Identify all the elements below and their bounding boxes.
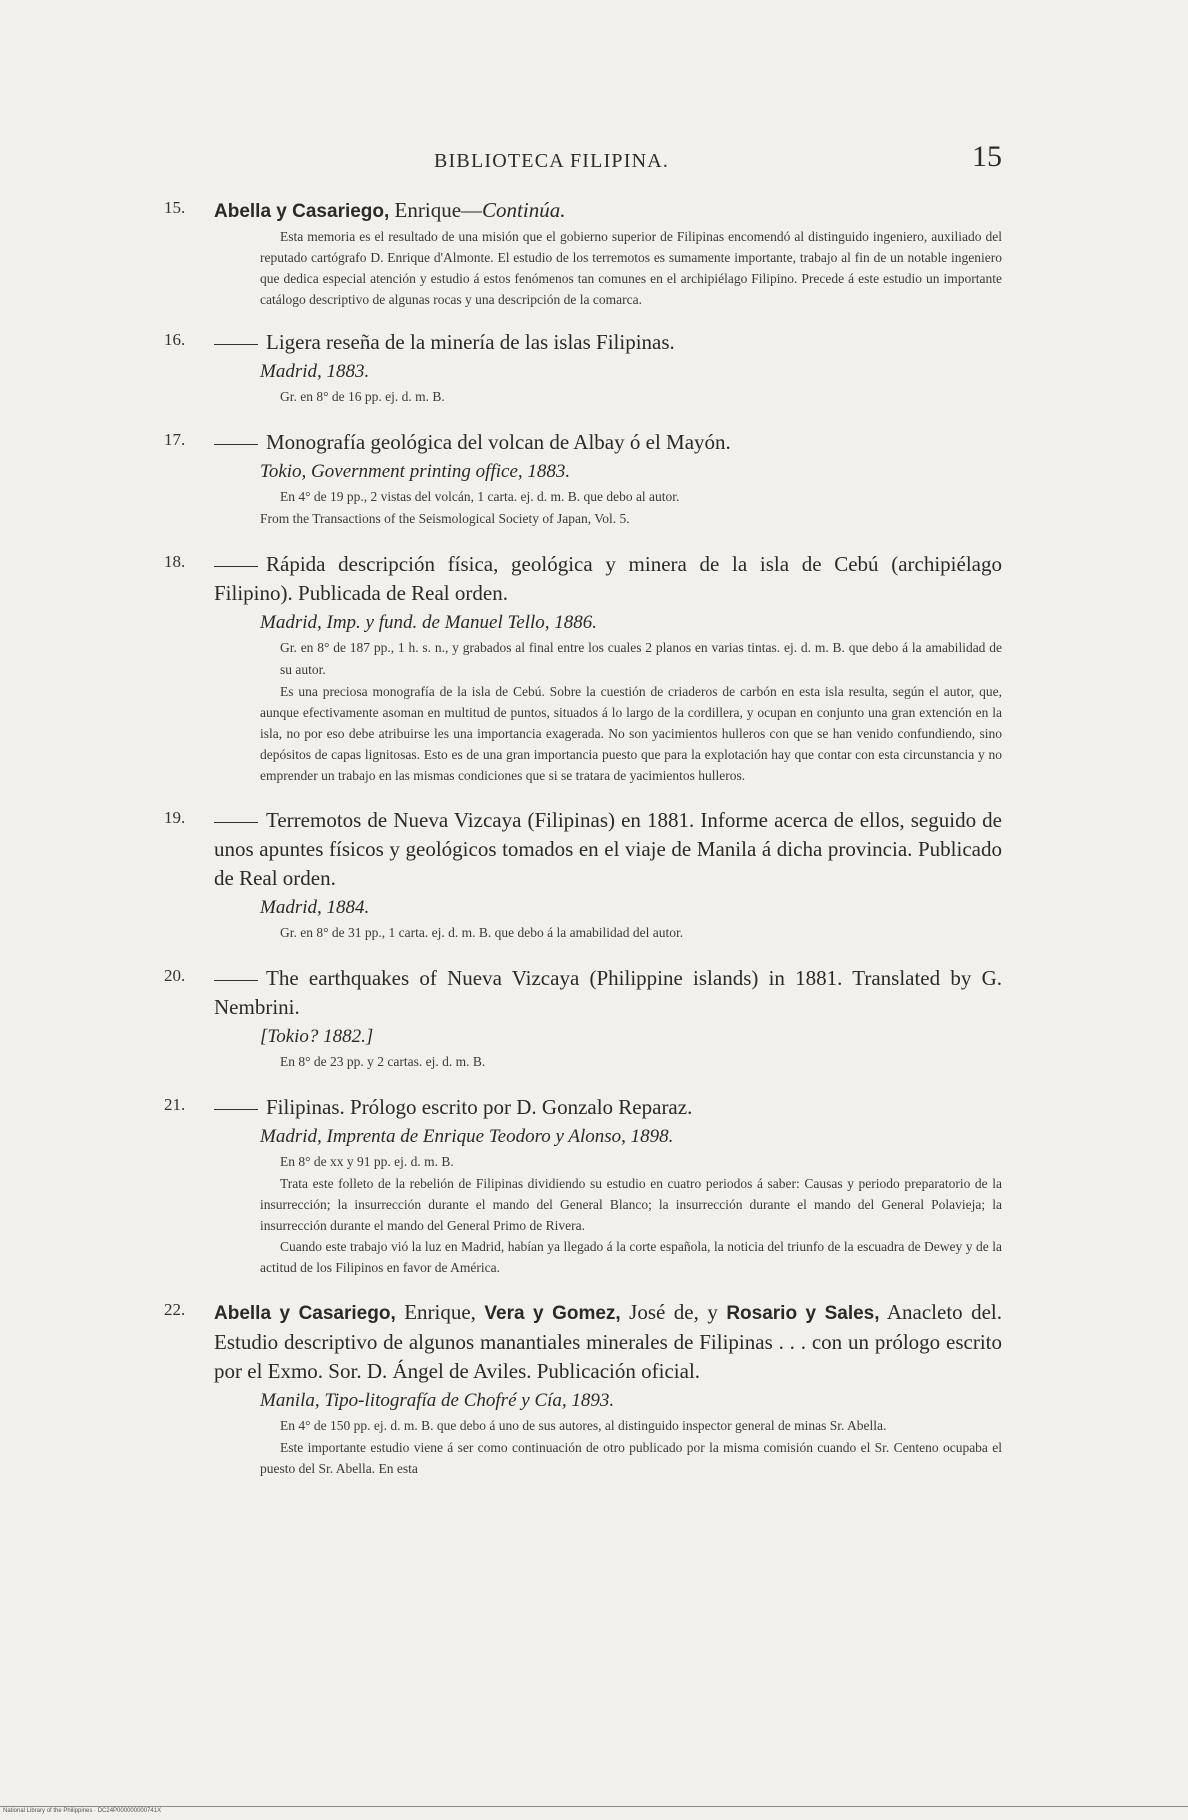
- entry-number: 18.: [164, 552, 186, 571]
- entry-17: [166, 428, 1002, 530]
- entry-number: 20.: [164, 966, 186, 985]
- entry-number: 22.: [164, 1300, 186, 1319]
- author-given-name: Enrique,: [395, 1300, 485, 1324]
- page-number: 15: [972, 140, 1002, 173]
- ditto-dash: [214, 344, 258, 345]
- author-given-name: Enrique—: [394, 198, 483, 222]
- entry-imprint: [Tokio? 1882.]: [260, 1026, 374, 1047]
- coauthor-name: Rosario y Sales,: [726, 1303, 880, 1324]
- entry-number: 15.: [164, 198, 186, 217]
- entry-note-continued: Cuando este trabajo vió la luz en Madrid, habían ya llegado á la corte española, la noticia del triunfo de la escuadra de Dewey y de la actitud de los Filipinos en favor de América.: [260, 1239, 1002, 1275]
- entry-number: 19.: [164, 808, 186, 827]
- entry-title: Filipinas. Prólogo escrito por D. Gonzalo Reparaz.: [266, 1095, 693, 1119]
- entry-20: [166, 964, 1002, 1073]
- coauthor-given-name: José de, y: [620, 1300, 727, 1324]
- entry-heading: [166, 328, 1002, 357]
- ditto-dash: [214, 444, 258, 445]
- running-header: [166, 140, 1002, 186]
- entry-note: Esta memoria es el resultado de una misión que el gobierno superior de Filipinas encomendó al distinguido ingeniero, auxiliado del reputado cartógrafo D. Enrique d'Almonte. El estudio de los terremotos es sumamente importante, trabajo al fin de un notable ingeniero que dedica especial atención y estudio á estos fenómenos tan comunes en el archipiélago Filipino. Precede á este estudio un importante catálogo descriptivo de algunas rocas y una descripción de la comarca.: [260, 229, 1002, 307]
- author-name: Abella y Casariego,: [214, 1303, 396, 1324]
- entry-physical-description: En 8° de xx y 91 pp. ej. d. m. B.: [280, 1154, 454, 1169]
- entry-physical-description: En 4° de 19 pp., 2 vistas del volcán, 1 carta. ej. d. m. B. que debo al autor.: [280, 489, 680, 504]
- bibliography-entries: [166, 196, 1002, 1499]
- entry-heading: [166, 428, 1002, 457]
- entry-title: Monografía geológica del volcan de Albay ó el Mayón.: [266, 430, 731, 454]
- scan-bottom-rule: [0, 1806, 1188, 1807]
- entry-heading: [166, 1298, 1002, 1386]
- entry-title: Rápida descripción física, geológica y minera de la isla de Cebú (archipiélago Filipino). Publicada de Real orden.: [214, 552, 1002, 605]
- entry-heading: [166, 806, 1002, 893]
- entry-physical-description: Gr. en 8° de 16 pp. ej. d. m. B.: [280, 389, 445, 404]
- entry-imprint: Madrid, 1884.: [260, 897, 370, 918]
- entry-heading: [166, 964, 1002, 1022]
- entry-15: [166, 196, 1002, 310]
- entry-note: Trata este folleto de la rebelión de Filipinas dividiendo su estudio en cuatro periodos á saber: Causas y periodo preparatorio de la insurrección; la insurrección durante el mando del General Blanco; la insurrección durante el mando del General Polavieja; la insurrección durante el mando del General Primo de Rivera.: [260, 1176, 1002, 1233]
- ditto-dash: [214, 980, 258, 981]
- entry-heading: [166, 196, 1002, 226]
- entry-heading: [166, 1093, 1002, 1122]
- entry-imprint: Madrid, Imprenta de Enrique Teodoro y Alonso, 1898.: [260, 1126, 674, 1147]
- entry-note: Es una preciosa monografía de la isla de Cebú. Sobre la cuestión de criaderos de carbón en esta isla resulta, según el autor, que, aunque efectivamente asoman en multitud de puntos, situados á lo largo de la cordillera, y ocupan en conjunto una gran extención en la isla, no por eso debe atribuirse les una importancia exagerada. No son yacimientos hulleros con que se han venido confundiendo, sino depósitos de capas lignitosas. Esto es de una gran importancia puesto que para la explotación hay que contar con esta circunstancia y no emprender un trabajo en las mismas condiciones que si se tratara de yacimientos hulleros.: [260, 684, 1002, 783]
- entry-number: 16.: [164, 330, 186, 349]
- continued-label: Continúa.: [482, 198, 566, 222]
- entry-note: Este importante estudio viene á ser como continuación de otro publicado por la misma comisión cuando el Sr. Centeno ocupaba el puesto del Sr. Abella. En esta: [260, 1440, 1002, 1476]
- entry-title: Ligera reseña de la minería de las islas Filipinas.: [266, 330, 675, 354]
- entry-physical-description: En 8° de 23 pp. y 2 cartas. ej. d. m. B.: [280, 1054, 486, 1069]
- entry-18: [166, 550, 1002, 786]
- ditto-dash: [214, 822, 258, 823]
- entry-number: 21.: [164, 1095, 186, 1114]
- entry-imprint: Madrid, Imp. y fund. de Manuel Tello, 1886.: [260, 612, 598, 633]
- entry-19: [166, 806, 1002, 944]
- coauthor-name: Vera y Gomez,: [484, 1303, 621, 1324]
- entry-21: [166, 1093, 1002, 1278]
- running-title: BIBLIOTECA FILIPINA.: [434, 150, 670, 172]
- entry-heading: [166, 550, 1002, 608]
- entry-imprint: Madrid, 1883.: [260, 361, 370, 382]
- entry-physical-description: En 4° de 150 pp. ej. d. m. B. que debo á uno de sus autores, al distinguido inspector general de minas Sr. Abella.: [280, 1418, 887, 1433]
- entry-physical-description: Gr. en 8° de 187 pp., 1 h. s. n., y grabados al final entre los cuales 2 planos en varias tintas. ej. d. m. B. que debo á la amabilidad de su autor.: [280, 640, 1002, 677]
- entry-imprint: Manila, Tipo-litografía de Chofré y Cía, 1893.: [260, 1390, 615, 1411]
- entry-source-note: From the Transactions of the Seismological Society of Japan, Vol. 5.: [260, 511, 630, 526]
- ditto-dash: [214, 566, 258, 567]
- author-name: Abella y Casariego,: [214, 201, 390, 222]
- ditto-dash: [214, 1109, 258, 1110]
- entry-title: The earthquakes of Nueva Vizcaya (Philippine islands) in 1881. Translated by G. Nembrini.: [214, 966, 1002, 1019]
- entry-imprint: Tokio, Government printing office, 1883.: [260, 461, 571, 482]
- entry-22: [166, 1298, 1002, 1479]
- entry-title: Terremotos de Nueva Vizcaya (Filipinas) en 1881. Informe acerca de ellos, seguido de unos apuntes físicos y geológicos tomados en el viaje de Manila á dicha provincia. Publicado de Real orden.: [214, 808, 1002, 890]
- entry-physical-description: Gr. en 8° de 31 pp., 1 carta. ej. d. m. B. que debo á la amabilidad del autor.: [280, 925, 684, 940]
- scan-credit: National Library of the Philippines · DC24P000000000741X: [3, 1808, 162, 1814]
- entry-number: 17.: [164, 430, 186, 449]
- entry-16: [166, 328, 1002, 408]
- entry-title: Anacleto del. Estudio descriptivo de algunos manantiales minerales de Filipinas . . . con un prólogo escrito por el Exmo. Sor. D. Ángel de Aviles. Publicación oficial.: [214, 1300, 1003, 1383]
